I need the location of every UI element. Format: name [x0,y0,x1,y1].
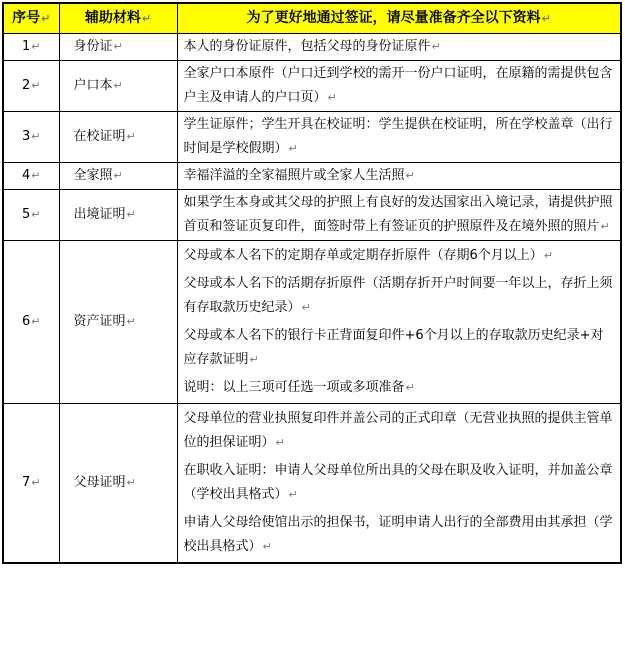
material-description [177,404,621,564]
table-row [3,112,621,163]
table-row [3,241,621,404]
row-number: 7↵ [3,404,59,564]
table-row [3,34,621,61]
header-num: 序号↵ [3,3,59,34]
material-name: 资产证明↵ [59,241,177,404]
description-line: 父母单位的营业执照复印件并盖公司的正式印章（无营业执照的提供主管单位的担保证明）↵ [183,411,613,450]
row-number: 6↵ [3,241,59,404]
table-row [3,163,621,190]
material-name: 户口本↵ [59,61,177,112]
material-description [177,61,621,112]
description-line: 申请人父母给使馆出示的担保书，证明申请人出行的全部费用由其承担（学校出具格式）↵ [183,515,613,554]
table-row [3,404,621,564]
header-material: 辅助材料↵ [59,3,177,34]
material-description [177,112,621,163]
row-number: 2↵ [3,61,59,112]
material-description [177,163,621,190]
material-description [177,34,621,61]
description-line: 说明：以上三项可任选一项或多项准备↵ [183,380,415,395]
material-description [177,190,621,241]
header-row [3,3,621,34]
table-row [3,190,621,241]
row-number: 1↵ [3,34,59,61]
description-line: 幸福洋溢的全家福照片或全家人生活照↵ [183,168,415,183]
table-row [3,61,621,112]
row-number: 4↵ [3,163,59,190]
description-line: 如果学生本身或其父母的护照上有良好的发达国家出入境记录，请提供护照首页和签证页复印件，面签时带上有签证页的护照原件及在境外照的照片↵ [183,195,613,234]
material-description [177,241,621,404]
description-line: 全家户口本原件（户口迁到学校的需开一份户口证明，在原籍的需提供包含户主及申请人的户口页）↵ [183,66,613,105]
description-line: 在职收入证明：申请人父母单位所出具的父母在职及收入证明，并加盖公章（学校出具格式）↵ [183,463,613,502]
row-number: 5↵ [3,190,59,241]
material-name: 父母证明↵ [59,404,177,564]
description-line: 父母或本人名下的银行卡正背面复印件+6个月以上的存取款历史纪录+对应存款证明↵ [183,328,604,367]
material-name: 出境证明↵ [59,190,177,241]
description-line: 本人的身份证原件，包括父母的身份证原件↵ [183,39,441,54]
material-name: 在校证明↵ [59,112,177,163]
material-name: 全家照↵ [59,163,177,190]
row-number: 3↵ [3,112,59,163]
visa-materials-table [2,2,622,564]
description-line: 父母或本人名下的定期存单或定期存折原件（存期6个月以上）↵ [183,248,553,263]
header-requirement: 为了更好地通过签证，请尽量准备齐全以下资料↵ [177,3,621,34]
material-name: 身份证↵ [59,34,177,61]
description-line: 学生证原件；学生开具在校证明：学生提供在校证明，所在学校盖章（出行时间是学校假期）↵ [183,117,613,156]
description-line: 父母或本人名下的活期存折原件（活期存折开户时间要一年以上，存折上须有存取款历史纪录）↵ [183,276,613,315]
